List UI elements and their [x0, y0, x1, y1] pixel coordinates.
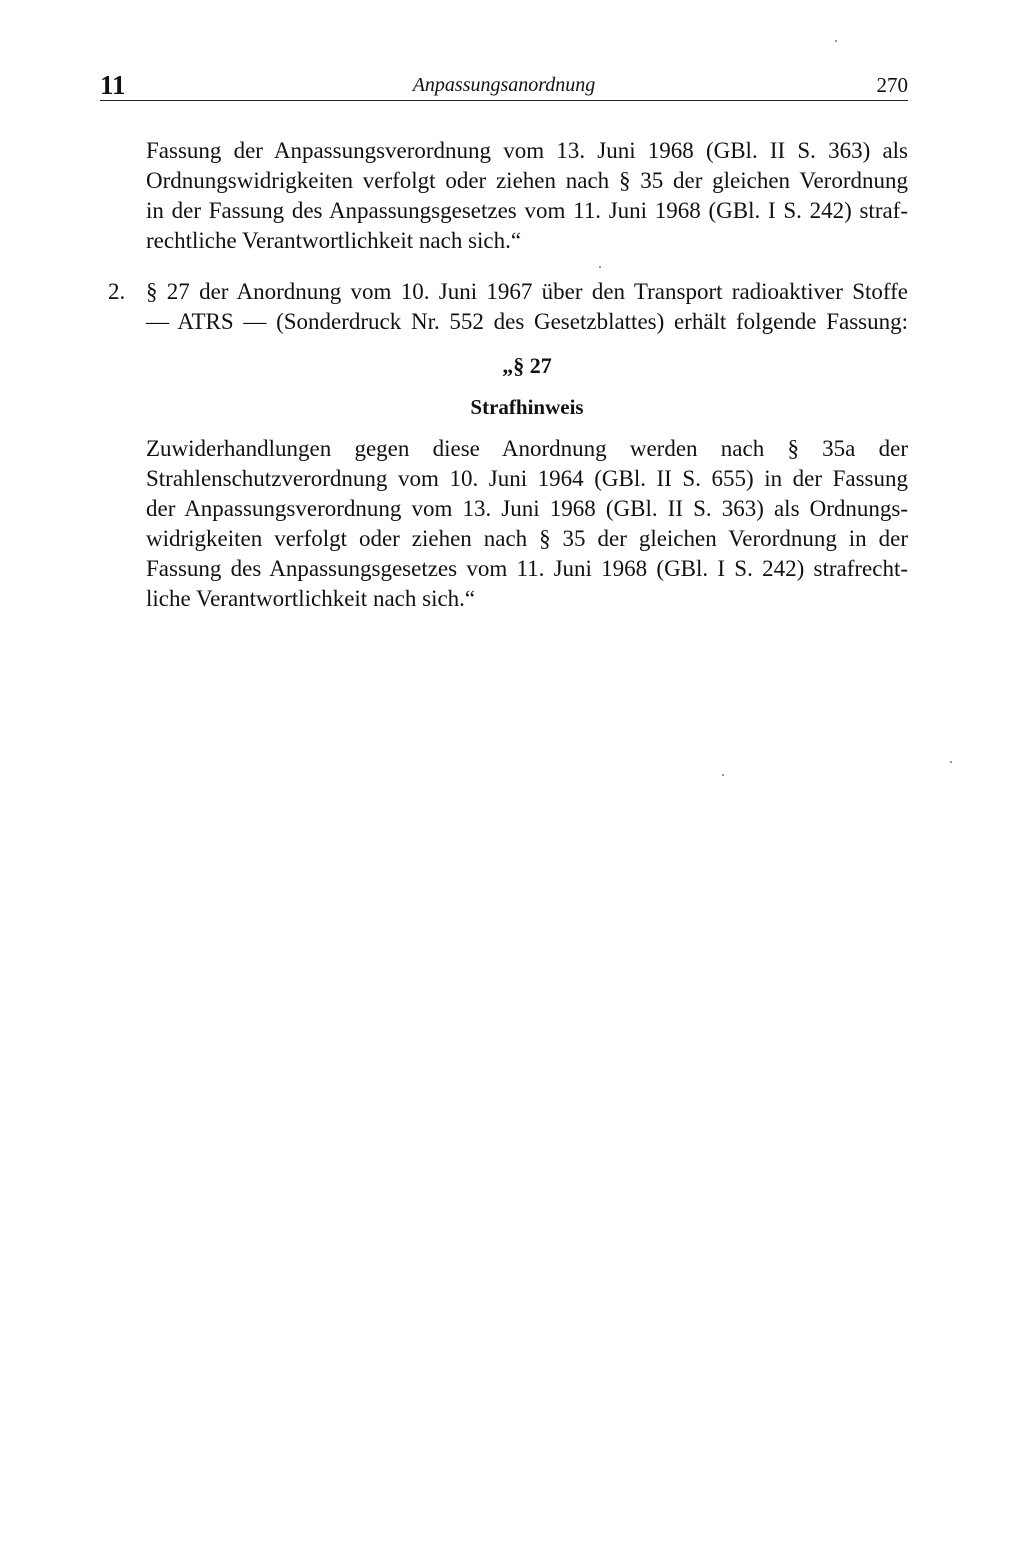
section-number: „§ 27	[502, 353, 552, 378]
text-line: der Anpassungsverordnung vom 13. Juni 1968 (GBl. II S. 363) als Ordnungs-	[146, 496, 908, 521]
continuation-paragraph	[146, 136, 908, 256]
text-line: Ordnungswidrigkeiten verfolgt oder ziehen nach § 35 der gleichen Verordnung	[146, 168, 908, 193]
text-line: widrigkeiten verfolgt oder ziehen nach § 35 der gleichen Verordnung in der	[146, 526, 908, 551]
text-line: Strahlenschutzverordnung vom 10. Juni 1964 (GBl. II S. 655) in der Fassung	[146, 466, 908, 491]
page-number: 270	[876, 73, 908, 97]
scan-speck	[722, 774, 724, 776]
running-title: Anpassungsanordnung	[412, 74, 596, 96]
running-header	[100, 70, 908, 101]
scan-speck	[835, 40, 837, 42]
item-text	[146, 277, 908, 337]
text-line: Fassung der Anpassungsverordnung vom 13. Juni 1968 (GBl. II S. 363) als	[146, 138, 908, 163]
section-title: Strafhinweis	[470, 395, 584, 419]
text-line: rechtliche Verantwortlichkeit nach sich.“	[146, 228, 522, 253]
chapter-number: 11	[100, 70, 126, 100]
scan-speck	[599, 266, 601, 268]
item-number: 2.	[108, 279, 126, 304]
text-line: — ATRS — (Sonderdruck Nr. 552 des Gesetzblattes) erhält folgende Fassung:	[146, 309, 908, 334]
scan-speck	[950, 761, 952, 763]
section-paragraph	[146, 434, 908, 614]
text-line: § 27 der Anordnung vom 10. Juni 1967 über den Transport radioaktiver Stoffe	[146, 279, 908, 304]
text-line: liche Verantwortlichkeit nach sich.“	[146, 586, 476, 611]
text-line: Fassung des Anpassungsgesetzes vom 11. Juni 1968 (GBl. I S. 242) strafrecht-	[146, 556, 908, 581]
text-line: Zuwiderhandlungen gegen diese Anordnung werden nach § 35a der	[146, 436, 908, 461]
text-line: in der Fassung des Anpassungsgesetzes vom 11. Juni 1968 (GBl. I S. 242) straf-	[146, 198, 908, 223]
